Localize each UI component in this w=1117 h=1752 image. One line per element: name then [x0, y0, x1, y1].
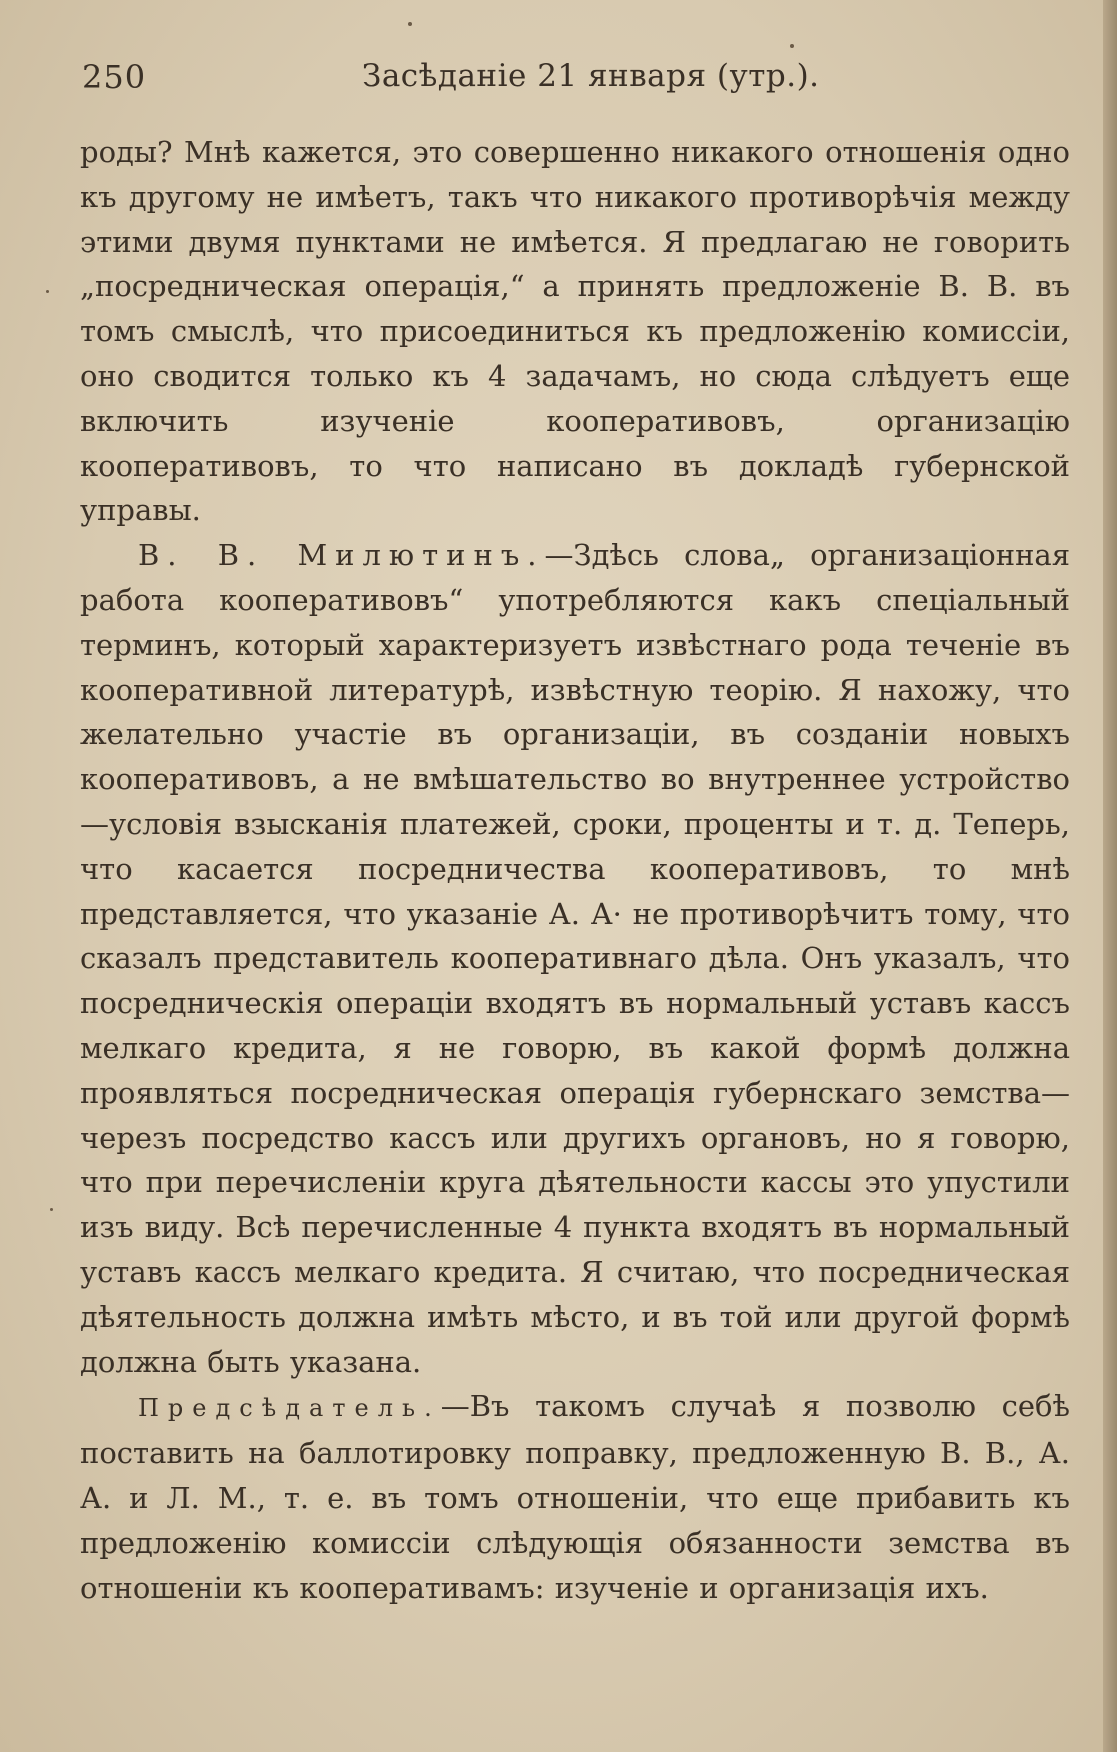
paragraph-text: роды? Мнѣ кажется, это совершенно никакого отношенія одно къ другому не имѣетъ, такъ что никакого противорѣчія между этими двумя пунктами не имѣется. Я предлагаю не говорить „посредническая операція,“ а принять предложеніе В. В. въ томъ смыслѣ, что присоединиться къ предложенію комиссіи, оно сводится только къ 4 задачамъ, но сюда слѣдуетъ еще включить изученіе кооперативовъ, организацію кооперативовъ, то что написано въ докладѣ губернской управы.: [80, 135, 1070, 528]
paper-speck: [46, 290, 49, 293]
speaker-name: В. В. Милютинъ.: [138, 538, 545, 573]
paper-speck: [790, 44, 794, 48]
paper-speck: [408, 22, 412, 26]
paragraph-speech-chairman: [80, 1384, 1070, 1610]
paragraph-speech-milyutin: [80, 533, 1070, 1384]
page-number: 250: [82, 58, 147, 96]
paragraph-continuation: [80, 130, 1070, 533]
speaker-name: Предсѣдатель.: [138, 1394, 441, 1423]
running-head: Засѣданіе 21 января (утр.).: [362, 58, 820, 94]
page-edge-shadow: [1103, 0, 1117, 1752]
body-text: [80, 130, 1070, 1610]
paragraph-text: —Здѣсь слова„ организаціонная работа кооперативовъ“ употребляются какъ спеціальный терминъ, который характеризуетъ извѣстнаго рода теченіе въ кооперативной литературѣ, извѣстную теорію. Я нахожу, что желательно участіе въ организаціи, въ созданіи новыхъ кооперативовъ, а не вмѣшательство во внутреннее устройство—условія взысканія платежей, сроки, проценты и т. д. Теперь, что касается посредничества кооперативовъ, то мнѣ представляется, что указаніе А. А· не противорѣчитъ тому, что сказалъ представитель кооперативнаго дѣла. Онъ указалъ, что посредническія операціи входятъ въ нормальный уставъ кассъ мелкаго кредита, я не говорю, въ какой формѣ должна проявляться посредническая операція губернскаго земства—черезъ посредство кассъ или другихъ органовъ, но я говорю, что при перечисленіи круга дѣятельности кассы это упустили изъ виду. Всѣ перечисленные 4 пункта входятъ въ нормальный уставъ кассъ мелкаго кредита. Я считаю, что посредническая дѣятельность должна имѣть мѣсто, и въ той или другой формѣ должна быть указана.: [80, 538, 1070, 1379]
paper-speck: [50, 1208, 53, 1211]
page-header: [82, 58, 1067, 108]
paragraph-text: —Въ такомъ случаѣ я позволю себѣ поставить на баллотировку поправку, предложенную В. В., А. А. и Л. М., т. е. въ томъ отношеніи, что еще прибавить къ предложенію комиссіи слѣдующія обязанности земства въ отношеніи къ кооперативамъ: изученіе и организація ихъ.: [80, 1389, 1070, 1605]
